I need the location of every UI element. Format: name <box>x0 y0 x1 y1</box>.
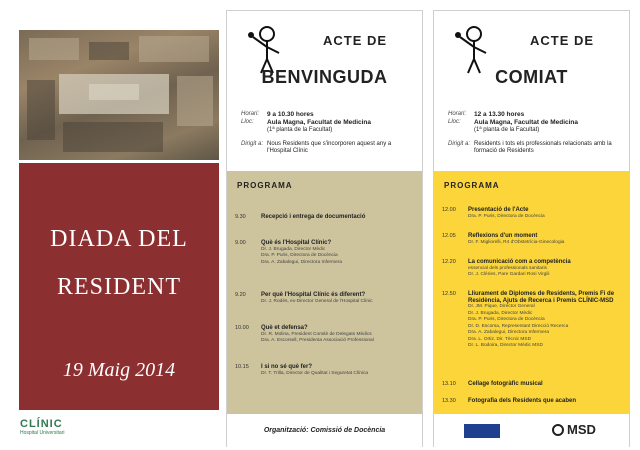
item-speaker: Dr. T. Trilla, Director de Qualitat i Seguretat Clínica <box>261 370 369 376</box>
msd-mark-icon <box>552 424 564 436</box>
item-title: Lliurament de Diplomes de Residents, Premis Fi de Residència, Ajuts de Recerca i Premis CLÍNIC-MSD <box>468 291 615 304</box>
dirigit-label: Dirigit a: <box>448 141 471 147</box>
item-time: 12.05 <box>442 233 456 239</box>
item-time: 13.10 <box>442 381 456 387</box>
lloc-note: (1ª planta de la Facultat) <box>474 127 540 133</box>
lloc-note: (1ª planta de la Facultat) <box>267 127 333 133</box>
comiat-panel <box>433 10 630 447</box>
event-title-line1: DIADA DEL <box>50 226 188 252</box>
comiat-header <box>434 11 629 171</box>
benvinguda-panel <box>226 10 423 447</box>
item-title: I si no sé què fer? <box>261 364 313 370</box>
item-speaker: Dra. L. Ortiz, Dir. Tècnic MSD <box>468 336 532 342</box>
item-time: 12.00 <box>442 207 456 213</box>
sponsors-footer <box>434 414 629 448</box>
item-time: 9.20 <box>235 292 246 298</box>
item-time: 12.50 <box>442 291 456 297</box>
item-speaker: Dr. J. Clèries, Pare Gardari Rosi Virgili <box>468 272 550 277</box>
item-title: Reflexions d'un moment <box>468 233 538 239</box>
horari-value: 12 a 13.30 hores <box>474 111 525 118</box>
horari-label: Horari: <box>448 111 467 117</box>
dirigit-value: Residents i tots els professionals relacionats amb la formació de Residents <box>474 141 612 154</box>
item-speaker: Dra. A. Zabalegui, Directora Infermera <box>468 330 550 335</box>
clinic-logo-name: CLÍNIC <box>20 418 63 430</box>
item-speaker: Dr. J. Brugada, Director Mèdic <box>261 246 326 252</box>
item-title: Cellage fotogràfic musical <box>468 381 543 387</box>
item-speaker: Dr. L. Bodoira, Director Mèdic MSD <box>468 343 543 348</box>
item-speaker: Dr. J. Rodés, ex-Director General de l'Hospital Clínic <box>261 298 373 304</box>
item-speaker: Dra. P. Puris, Directora de Docència <box>261 253 338 258</box>
comiat-title: COMIAT <box>495 67 568 87</box>
organizer-footer: Organització: Comissió de Docència <box>227 414 422 448</box>
event-title-line2: RESIDENT <box>57 274 181 300</box>
benvinguda-header <box>227 11 422 171</box>
item-speaker: Dr. F. Migliorelli, R4 d'Obstetrícia-Ginecologia <box>468 239 565 245</box>
item-speaker: Dra. P. Puris, Directora de Docència <box>468 317 545 322</box>
event-date: 19 Maig 2014 <box>62 359 176 381</box>
item-time: 9.30 <box>235 214 246 220</box>
lloc-value: Aula Magna, Facultat de Medicina <box>474 119 579 126</box>
lloc-value: Aula Magna, Facultat de Medicina <box>267 119 372 126</box>
acte-label: ACTE DE <box>323 33 388 48</box>
item-speaker: Dra. P. Puris, Directora de Docència <box>468 213 545 219</box>
aerial-photo <box>19 30 219 160</box>
item-speaker: Dra. A. Zabalegui, Directora Infermera <box>261 259 343 265</box>
msd-logo <box>552 422 596 437</box>
item-speaker: essencial dels professionals sanitaris <box>468 265 547 271</box>
title-panel <box>19 163 219 410</box>
item-time: 13.30 <box>442 398 456 404</box>
acte-label: ACTE DE <box>530 33 595 48</box>
programa-title: PROGRAMA <box>237 181 293 190</box>
item-title: Què és l'Hospital Clínic? <box>261 240 332 246</box>
item-title: Fotografia dels Residents que acaben <box>468 398 577 404</box>
item-speaker: Dr. D. Escorsa, Representant Direcció Recerca <box>468 323 569 329</box>
item-title: La comunicació com a competència <box>468 259 571 265</box>
lloc-label: Lloc: <box>241 119 254 125</box>
item-time: 12.20 <box>442 259 456 265</box>
item-title: Què et defensa? <box>261 325 308 331</box>
programa-title: PROGRAMA <box>444 181 500 190</box>
horari-label: Horari: <box>241 111 260 117</box>
clinic-logo-sub: Hospital Universitari <box>20 430 65 436</box>
event-title <box>19 215 219 311</box>
item-time: 10.15 <box>235 364 249 370</box>
dirigit-value: Nous Residents que s'incorporen aquest any a l'Hospital Clínic <box>267 141 392 154</box>
sponsor-logo <box>464 424 500 438</box>
dirigit-label: Dirigit a: <box>241 141 264 147</box>
benvinguda-title: BENVINGUDA <box>261 67 388 87</box>
item-speaker: Dr. R. Molina, President Comitè de Delegats Mèdics <box>261 331 372 337</box>
item-speaker: Dra. A. Escorsell, Presidenta Associació Professional <box>261 338 374 343</box>
horari-value: 9 a 10.30 hores <box>267 111 314 118</box>
lloc-label: Lloc: <box>448 119 461 125</box>
item-time: 10.00 <box>235 325 249 331</box>
item-time: 9.00 <box>235 240 246 246</box>
item-title: Presentació de l'Acte <box>468 207 529 213</box>
item-title: Recepció i entrega de documentació <box>261 214 366 220</box>
item-title: Per què l'Hospital Clínic és diferent? <box>261 292 366 298</box>
item-speaker: Dr. JM. Pique, Director General <box>468 304 535 309</box>
clinic-logo <box>20 418 80 436</box>
item-speaker: Dr. J. Brugada, Director Mèdic <box>468 310 533 316</box>
msd-logo-text: MSD <box>567 422 596 437</box>
